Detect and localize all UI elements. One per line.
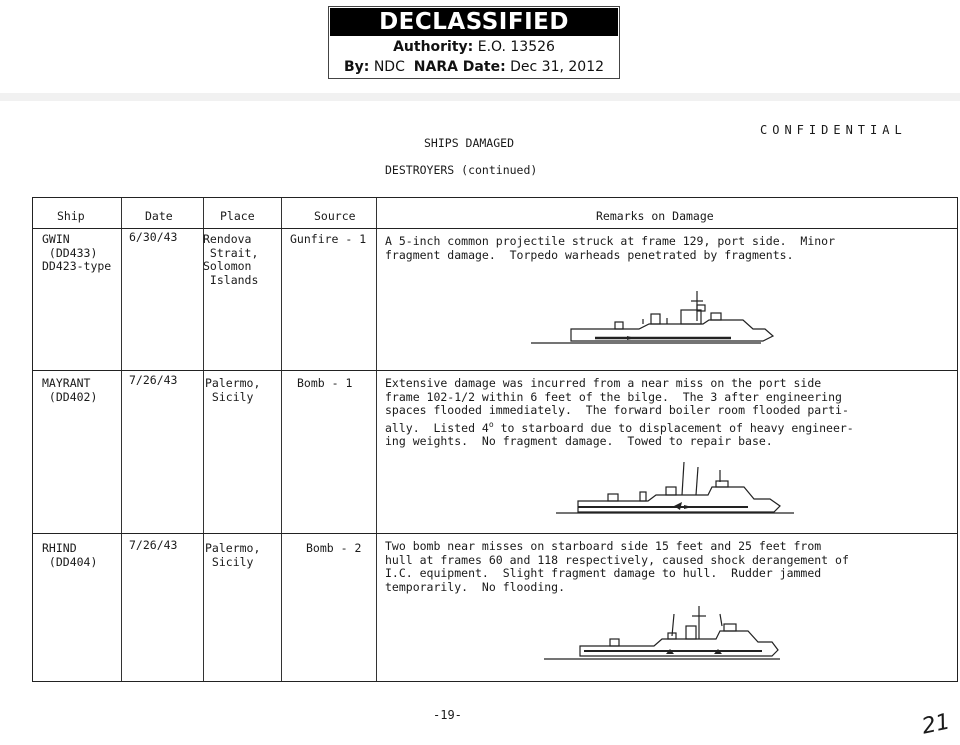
stamp-authority: Authority: E.O. 13526 [393,39,555,55]
damage-table [32,197,958,682]
row-divider [33,370,957,371]
cell-source: Gunfire - 1 [290,232,367,246]
column-divider [376,198,377,681]
cell-date: 7/26/43 [129,373,178,387]
cell-ship: GWIN (DD433) DD423-type [42,232,112,273]
cell-date: 7/26/43 [129,538,178,552]
column-divider [281,198,282,681]
cell-date: 6/30/43 [129,230,178,244]
cell-place: Rendova Strait, Solomon Islands [203,232,259,287]
ship-damage-sketch [548,462,810,524]
column-header-source: Source [314,209,356,223]
column-header-ship: Ship [57,209,85,223]
column-header-remarks: Remarks on Damage [596,209,714,223]
cell-remarks: Two bomb near misses on starboard side 15 feet and 25 feet from hull at frames 60 and 118 respectively, caused shock derangement of I.C. equipment. Slight fragment damage to hull. Rudder jammed temporarily. No flooding. [385,539,849,594]
ship-damage-sketch [544,606,806,668]
page-title: SHIPS DAMAGED [424,136,515,150]
page-number: -19- [433,708,462,722]
cell-ship: MAYRANT (DD402) [42,376,98,404]
page-subtitle: DESTROYERS (continued) [385,163,538,177]
handwritten-page-number: 21 [919,709,953,740]
column-header-date: Date [145,209,173,223]
cell-ship: RHIND (DD404) [42,541,98,569]
column-header-place: Place [220,209,255,223]
cell-remarks: Extensive damage was incurred from a near miss on the port side frame 102-1/2 within 6 feet of the bilge. The 3 after engineering spaces flooded immediately. The forward boiler room flooded parti- ally. Listed 4$^o$ to starboard due to displacement of heavy engineer- ing weights. No fragment damage. Towed to repair base. [385,376,854,448]
ship-damage-sketch [531,291,793,355]
stamp-title: DECLASSIFIED [330,8,618,36]
cell-source: Bomb - 2 [306,541,362,555]
cell-place: Palermo, Sicily [205,541,261,569]
cell-source: Bomb - 1 [297,376,353,390]
scan-band [0,93,960,101]
column-divider [121,198,122,681]
stamp-by-line: By: NDC NARA Date: Dec 31, 2012 [343,59,605,75]
classification-mark: CONFIDENTIAL [760,123,907,137]
cell-remarks: A 5-inch common projectile struck at frame 129, port side. Minor fragment damage. Torpedo warheads penetrated by fragments. [385,234,836,262]
cell-place: Palermo, Sicily [205,376,261,404]
declassified-stamp [328,6,620,79]
header-rule [33,228,957,229]
row-divider [33,533,957,534]
